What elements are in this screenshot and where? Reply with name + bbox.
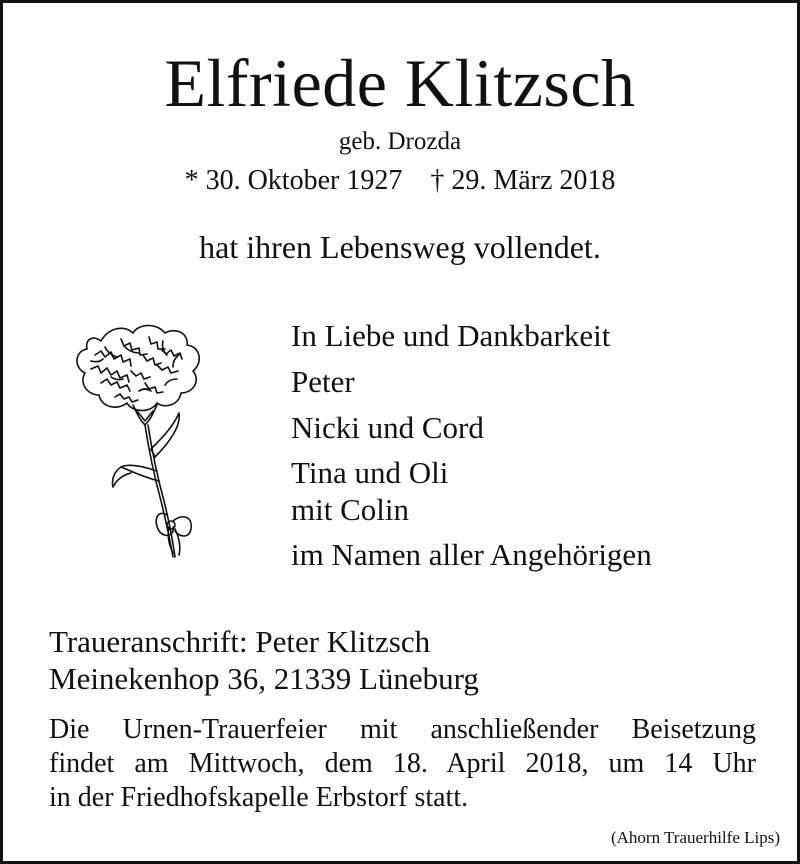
- maiden-name: geb. Drozda: [338, 128, 462, 155]
- memorial-phrase: hat ihren Lebensweg vollendet.: [199, 229, 601, 265]
- deceased-name: Elfriede Klitzsch: [164, 45, 636, 121]
- address-line: Traueranschrift: Peter Klitzsch: [49, 624, 431, 659]
- address-line: Meinekenhop 36, 21339 Lüneburg: [49, 661, 479, 697]
- mourners-block: [291, 317, 652, 573]
- mourner-name: mit Colin: [291, 491, 409, 527]
- service-line: in der Friedhofskapelle Erbstorf statt.: [49, 782, 469, 814]
- mourners-intro: In Liebe und Dankbarkeit: [291, 318, 611, 353]
- service-line: Die Urnen-Trauerfeier mit anschließender Beisetzung: [49, 714, 756, 745]
- mourner-name: Tina und Oli: [291, 454, 449, 490]
- mourning-address: [49, 623, 479, 697]
- funeral-home-credit: (Ahorn Trauerhilfe Lips): [610, 828, 780, 847]
- service-line: findet am Mittwoch, dem 18. April 2018, um 14 Uhr: [49, 748, 756, 780]
- mourners-closing: im Namen aller Angehörigen: [291, 536, 652, 572]
- mourner-name: Nicki und Cord: [291, 410, 484, 446]
- service-info: [49, 713, 756, 815]
- carnation-drawing-icon: [61, 321, 231, 569]
- mourner-name: Peter: [291, 364, 355, 400]
- death-date: † 29. März 2018: [430, 165, 616, 196]
- life-dates: [3, 167, 797, 195]
- birth-date: * 30. Oktober 1927: [184, 165, 403, 196]
